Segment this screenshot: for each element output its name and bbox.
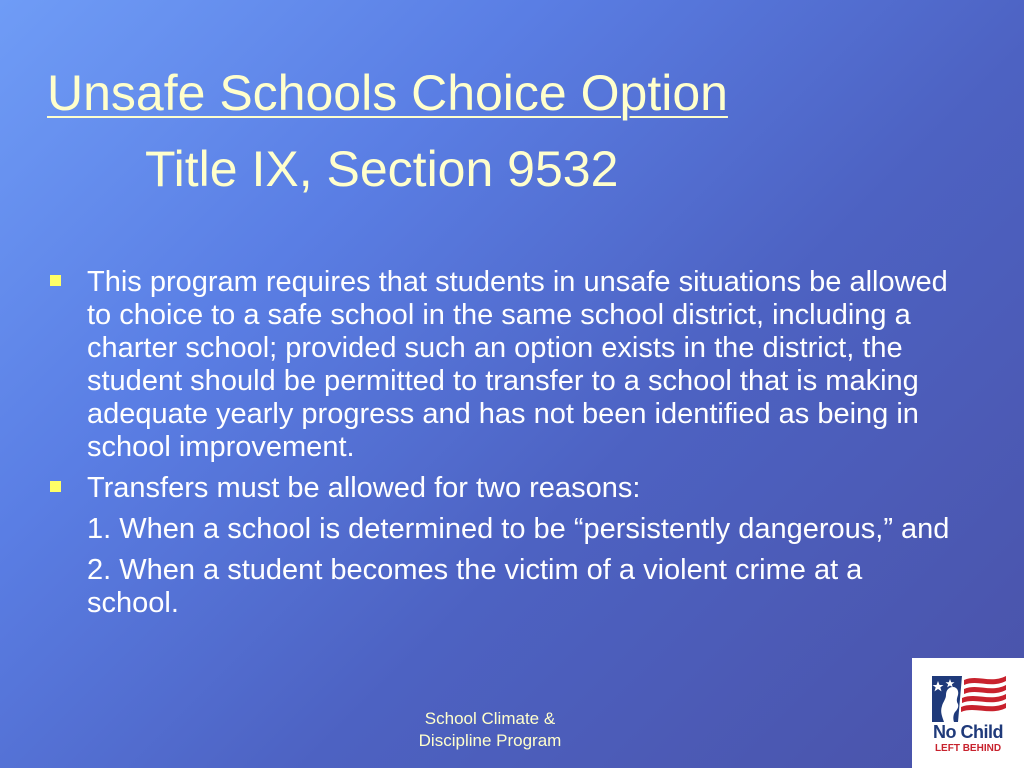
bullet-item bbox=[50, 266, 950, 464]
bullet-square-icon bbox=[50, 481, 61, 492]
footer-line: School Climate & bbox=[424, 709, 556, 728]
bullet-square-icon bbox=[50, 275, 61, 286]
slide-footer bbox=[380, 708, 600, 752]
logo-subtext: LEFT BEHIND bbox=[934, 743, 1002, 754]
flag-child-icon bbox=[928, 672, 1008, 724]
sub-item: 1. When a school is determined to be “persistently dangerous,” and bbox=[87, 513, 950, 545]
slide-subtitle: Title IX, Section 9532 bbox=[145, 141, 619, 197]
bullet-item bbox=[50, 472, 950, 505]
sub-item: 2. When a student becomes the victim of a violent crime at a school. bbox=[87, 554, 863, 619]
logo-text: No Child bbox=[933, 722, 1003, 742]
bullet-text: Transfers must be allowed for two reasons: bbox=[87, 472, 641, 504]
slide-body bbox=[50, 266, 950, 628]
slide-title: Unsafe Schools Choice Option bbox=[47, 65, 728, 121]
no-child-left-behind-logo bbox=[912, 658, 1024, 768]
bullet-text: This program requires that students in unsafe situations be allowed to choice to a safe school in the same school district, including a charter school; provided such an option exists in the district, the student should be permitted to transfer to a school that is making adequate yearly progress and has not been identified as being in school improvement. bbox=[87, 266, 948, 463]
footer-line: Discipline Program bbox=[418, 731, 562, 750]
